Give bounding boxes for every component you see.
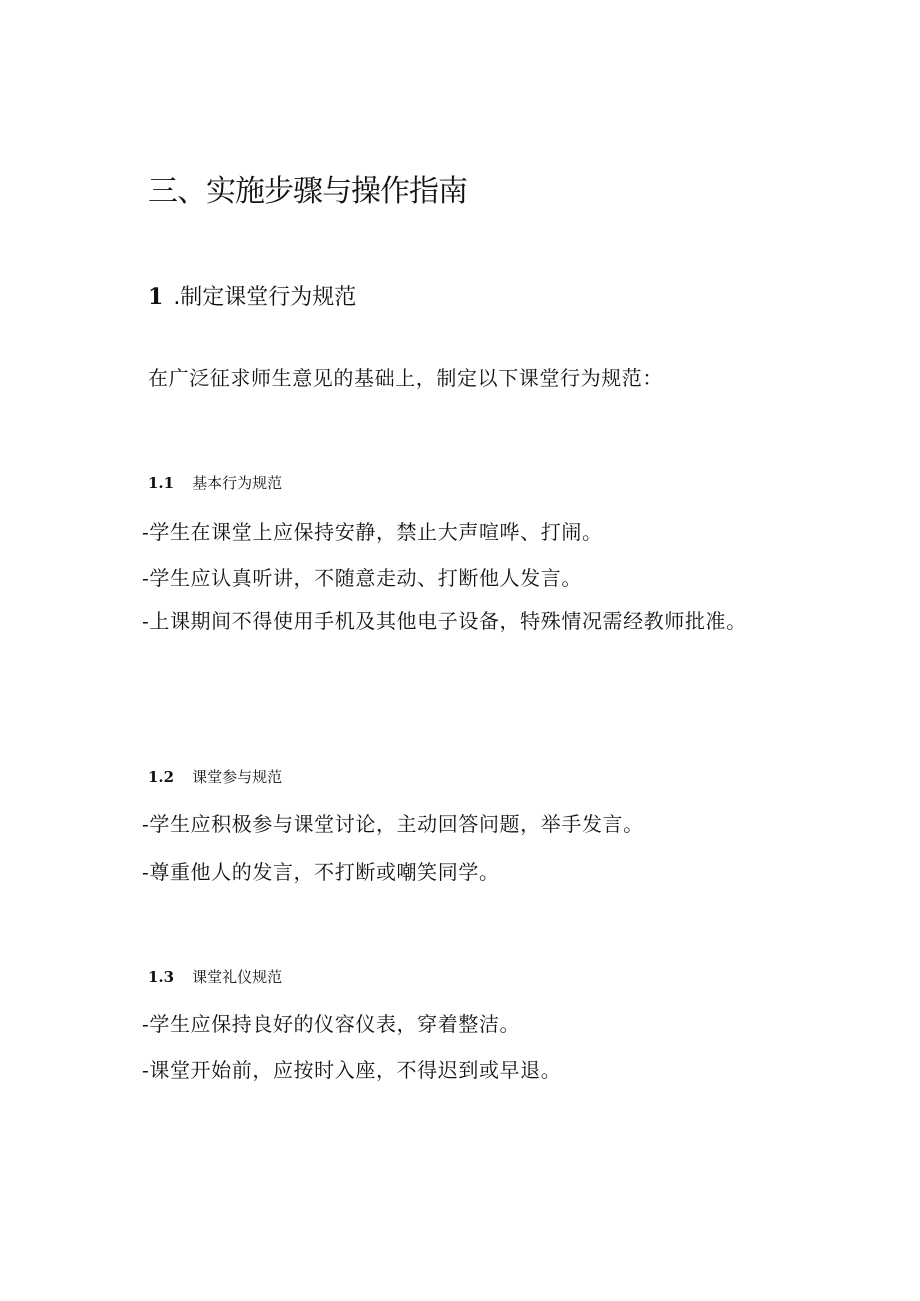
group-number: 1.1 bbox=[148, 474, 175, 492]
group-heading-participation bbox=[148, 766, 282, 787]
list-item: -学生应认真听讲，不随意走动、打断他人发言。 bbox=[142, 566, 582, 590]
list-item: -课堂开始前，应按时入座，不得迟到或早退。 bbox=[142, 1058, 562, 1082]
list-item: -上课期间不得使用手机及其他电子设备，特殊情况需经教师批准。 bbox=[142, 609, 747, 633]
subsection-number: 1 bbox=[148, 284, 164, 310]
section-heading: 三、实施步骤与操作指南 bbox=[148, 174, 467, 209]
list-item: -尊重他人的发言，不打断或嘲笑同学。 bbox=[142, 860, 500, 884]
group-heading-etiquette bbox=[148, 966, 282, 987]
list-item: -学生在课堂上应保持安静，禁止大声喧哗、打闹。 bbox=[142, 520, 603, 544]
group-heading-basic bbox=[148, 472, 282, 493]
subsection-title: .制定课堂行为规范 bbox=[173, 285, 357, 310]
group-number: 1.3 bbox=[148, 968, 175, 986]
list-item: -学生应积极参与课堂讨论，主动回答问题，举手发言。 bbox=[142, 812, 644, 836]
group-number: 1.2 bbox=[148, 768, 175, 786]
group-title: 课堂礼仪规范 bbox=[192, 968, 283, 986]
intro-paragraph: 在广泛征求师生意见的基础上，制定以下课堂行为规范： bbox=[148, 366, 663, 390]
subsection-heading bbox=[148, 280, 356, 311]
list-item: -学生应保持良好的仪容仪表，穿着整洁。 bbox=[142, 1012, 521, 1036]
group-title: 基本行为规范 bbox=[192, 474, 283, 492]
group-title: 课堂参与规范 bbox=[192, 768, 283, 786]
